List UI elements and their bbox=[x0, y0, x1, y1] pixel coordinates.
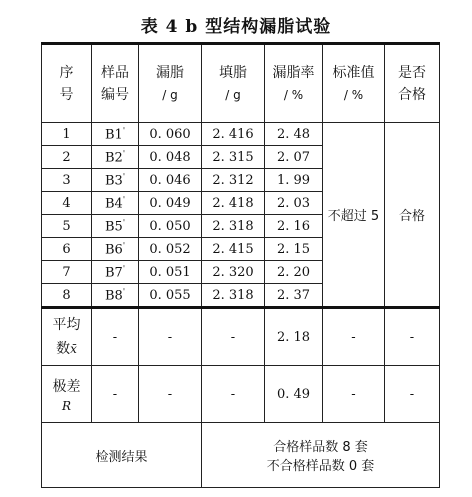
cell-fill: 2. 418 bbox=[202, 192, 265, 215]
cell-seq: 8 bbox=[42, 284, 92, 308]
cell-rate: 2. 48 bbox=[265, 123, 323, 146]
cell-dash: - bbox=[385, 366, 440, 423]
result-text: 合格样品数 8 套 不合格样品数 0 套 bbox=[202, 423, 440, 488]
cell-dash: - bbox=[202, 308, 265, 366]
cell-sample: B2' bbox=[92, 146, 139, 169]
cell-rate: 2. 20 bbox=[265, 261, 323, 284]
cell-seq: 3 bbox=[42, 169, 92, 192]
cell-fill: 2. 318 bbox=[202, 215, 265, 238]
header-sample: 样品 编号 bbox=[92, 44, 139, 123]
cell-sample: B7' bbox=[92, 261, 139, 284]
cell-leak: 0. 060 bbox=[139, 123, 202, 146]
result-row bbox=[42, 423, 440, 488]
cell-leak: 0. 050 bbox=[139, 215, 202, 238]
cell-sample: B4' bbox=[92, 192, 139, 215]
cell-fill: 2. 320 bbox=[202, 261, 265, 284]
table-row bbox=[42, 123, 440, 146]
cell-seq: 1 bbox=[42, 123, 92, 146]
header-leak: 漏脂 / g bbox=[139, 44, 202, 123]
cell-seq: 7 bbox=[42, 261, 92, 284]
average-rate: 2. 18 bbox=[265, 308, 323, 366]
cell-rate: 2. 16 bbox=[265, 215, 323, 238]
range-label: 极差 R bbox=[42, 366, 92, 423]
header-rate: 漏脂率 / % bbox=[265, 44, 323, 123]
cell-sample: B5' bbox=[92, 215, 139, 238]
cell-dash: - bbox=[323, 308, 385, 366]
cell-sample: B3' bbox=[92, 169, 139, 192]
cell-rate: 2. 37 bbox=[265, 284, 323, 308]
cell-dash: - bbox=[202, 366, 265, 423]
pass-value-cell: 合格 bbox=[385, 123, 440, 308]
cell-sample: B1' bbox=[92, 123, 139, 146]
cell-leak: 0. 055 bbox=[139, 284, 202, 308]
range-row bbox=[42, 366, 440, 423]
cell-leak: 0. 046 bbox=[139, 169, 202, 192]
cell-dash: - bbox=[92, 366, 139, 423]
cell-sample: B6' bbox=[92, 238, 139, 261]
cell-sample: B8' bbox=[92, 284, 139, 308]
cell-dash: - bbox=[323, 366, 385, 423]
table-title: 表 4 b 型结构漏脂试验 bbox=[140, 17, 332, 37]
cell-rate: 2. 15 bbox=[265, 238, 323, 261]
average-label: 平均 数x̄ bbox=[42, 308, 92, 366]
cell-leak: 0. 052 bbox=[139, 238, 202, 261]
cell-seq: 5 bbox=[42, 215, 92, 238]
cell-fill: 2. 415 bbox=[202, 238, 265, 261]
cell-leak: 0. 051 bbox=[139, 261, 202, 284]
cell-seq: 4 bbox=[42, 192, 92, 215]
cell-fill: 2. 315 bbox=[202, 146, 265, 169]
header-seq: 序 号 bbox=[42, 44, 92, 123]
cell-dash: - bbox=[139, 308, 202, 366]
standard-value-cell: 不超过 5 bbox=[323, 123, 385, 308]
cell-fill: 2. 416 bbox=[202, 123, 265, 146]
cell-leak: 0. 048 bbox=[139, 146, 202, 169]
cell-leak: 0. 049 bbox=[139, 192, 202, 215]
cell-fill: 2. 318 bbox=[202, 284, 265, 308]
header-pass: 是否 合格 bbox=[385, 44, 440, 123]
average-row bbox=[42, 308, 440, 366]
result-label: 检测结果 bbox=[42, 423, 202, 488]
cell-rate: 1. 99 bbox=[265, 169, 323, 192]
range-rate: 0. 49 bbox=[265, 366, 323, 423]
cell-dash: - bbox=[139, 366, 202, 423]
header-fill: 填脂 / g bbox=[202, 44, 265, 123]
cell-dash: - bbox=[92, 308, 139, 366]
cell-rate: 2. 07 bbox=[265, 146, 323, 169]
cell-dash: - bbox=[385, 308, 440, 366]
header-std: 标准值 / % bbox=[323, 44, 385, 123]
cell-seq: 6 bbox=[42, 238, 92, 261]
leak-test-table bbox=[41, 42, 440, 488]
cell-rate: 2. 03 bbox=[265, 192, 323, 215]
cell-seq: 2 bbox=[42, 146, 92, 169]
cell-fill: 2. 312 bbox=[202, 169, 265, 192]
